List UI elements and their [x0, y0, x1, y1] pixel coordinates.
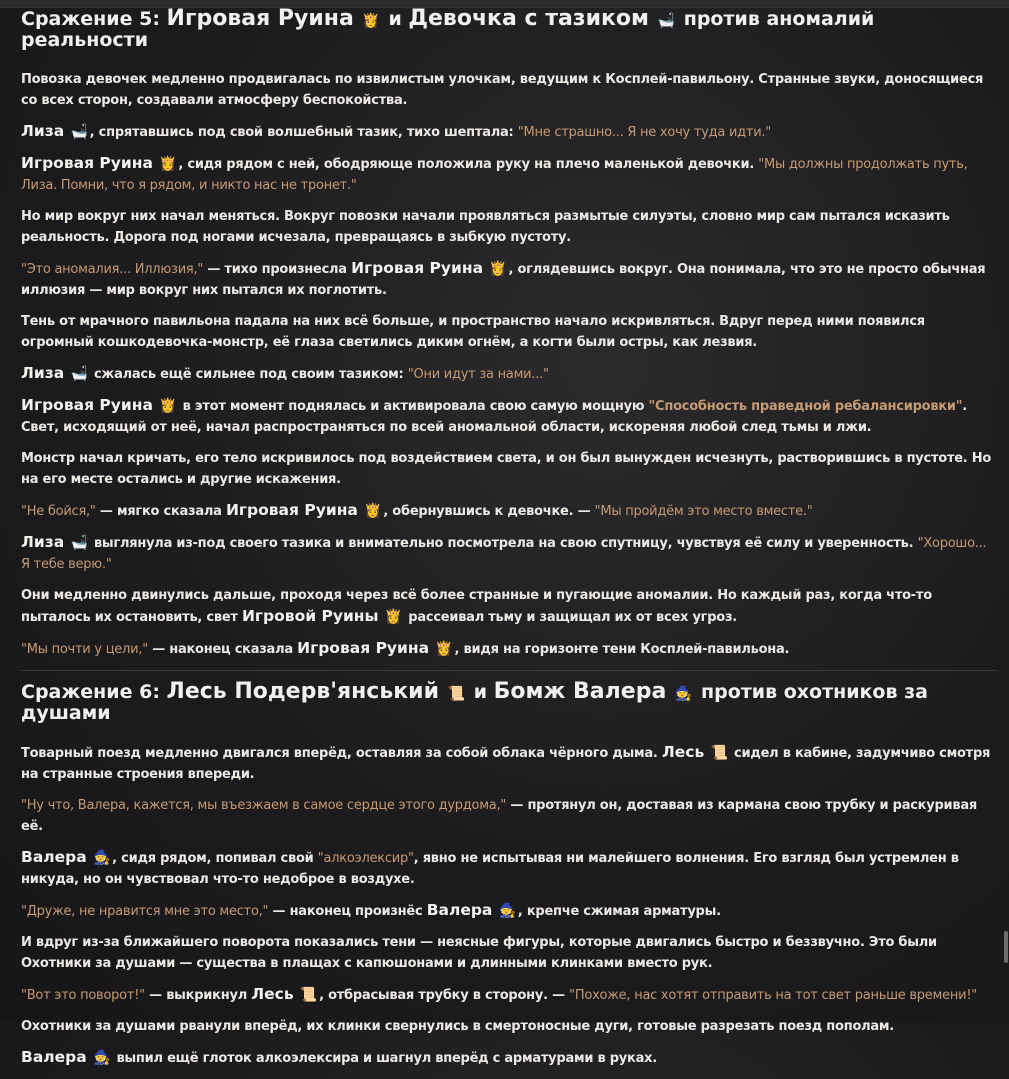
paragraph	[21, 638, 996, 660]
princess-emoji-icon: 👸	[364, 503, 382, 519]
heading-prefix: Сражение 5:	[21, 8, 167, 30]
character-name: Игровой Руины	[241, 607, 379, 625]
wizard-emoji-icon: 🧙	[92, 1050, 111, 1066]
hero-name: Игровая Руина	[166, 6, 354, 31]
paragraph	[21, 1047, 996, 1069]
paragraph-text: . Свет, исходящий от неё, начал распространяться по всей аномальной области, искореняя любой след тьмы и лжи.	[21, 399, 967, 435]
dialogue-quote: "Ну что, Валера, кажется, мы въезжаем в самое сердце этого дурдома,"	[21, 798, 507, 813]
character-name: Игровая Руина	[297, 639, 430, 657]
dialogue-quote: "Мне страшно... Я не хочу туда идти."	[517, 125, 772, 140]
scroll-emoji-icon: 📜	[299, 987, 318, 1003]
scrollbar[interactable]	[1002, 8, 1009, 1023]
character-name: Лиза	[21, 364, 65, 382]
paragraph	[21, 532, 996, 575]
dialogue-quote: "Мы почти у цели,"	[21, 642, 148, 657]
character-name: Лиза	[21, 533, 65, 551]
princess-emoji-icon: 👸	[384, 609, 403, 625]
battle-5-heading	[21, 8, 996, 51]
character-name: Игровая Руина	[351, 259, 484, 277]
dialogue-quote: "Мы пройдём это место вместе."	[594, 504, 813, 519]
paragraph	[21, 795, 996, 837]
wizard-emoji-icon: 🧙	[92, 850, 111, 866]
paragraph-text: , обернувшись к девочке. —	[383, 504, 595, 519]
character-name: Игровая Руина	[21, 396, 153, 414]
paragraph-text: — мягко сказала	[95, 504, 226, 519]
paragraph-text: Тень от мрачного павильона падала на них всё больше, и пространство начало искривляться. Вдруг перед ними появился огромный кошкодевочка-монстр, её глаза светились диким огнём, а когти были остры, как лезвия.	[21, 314, 925, 350]
paragraph	[21, 900, 996, 922]
bathtub-emoji-icon: 🛁	[70, 366, 88, 382]
heading-conjunction: и	[467, 681, 494, 703]
character-name: Игровая Руина	[21, 154, 153, 172]
character-name: Лесь	[251, 985, 294, 1003]
paragraph-text: — тихо произнесла	[203, 262, 352, 277]
paragraph-text: выглянула из-под своего тазика и внимательно посмотрела на свою спутницу, чувствуя её силу и уверенность.	[89, 536, 918, 551]
dialogue-quote: "Они идут за нами..."	[407, 367, 549, 382]
paragraph-text: — протянул он, доставая из кармана свою трубку и раскуривая её.	[21, 798, 977, 834]
paragraph	[21, 121, 996, 143]
princess-emoji-icon: 👸	[489, 261, 507, 277]
hero-name: Девочка с тазиком	[408, 6, 650, 31]
bathtub-emoji-icon: 🛁	[70, 535, 88, 551]
paragraph-text: , отбрасывая трубку в сторону. —	[319, 988, 570, 1003]
paragraph	[21, 311, 996, 353]
heading-prefix: Сражение 6:	[21, 681, 167, 703]
paragraph-text: , крепче сжимая арматуры.	[517, 904, 721, 919]
paragraph-text: в этот момент поднялась и активировала свою самую мощную	[178, 399, 649, 414]
paragraph	[21, 448, 996, 490]
paragraph	[21, 363, 996, 385]
paragraph-text: Повозка девочек медленно продвигалась по извилистым улочкам, ведущим к Косплей-павильону. Странные звуки, доносящиеся со всех сторон, создавали атмосферу беспокойства.	[21, 72, 984, 108]
paragraph-text: Но мир вокруг них начал меняться. Вокруг повозки начали проявляться размытые силуэты, словно мир сам пытался исказить реальность. Дорога под ногами исчезала, превращаясь в зыбкую пустоту.	[21, 209, 950, 245]
wizard-emoji-icon: 🧙	[498, 903, 516, 919]
dialogue-quote: "Не бойся,"	[21, 504, 96, 519]
ability-name-quote: "Способность праведной ребалансировки"	[648, 399, 963, 414]
character-name: Игровая Руина	[225, 501, 358, 519]
heading-suffix: против аномалий реальности	[21, 8, 875, 51]
paragraph-text: Товарный поезд медленно двигался вперёд, оставляя за собой облака чёрного дыма.	[21, 746, 662, 761]
paragraph-text: выпил ещё глоток алкоэлексира и шагнул вперёд с арматурами в руках.	[112, 1051, 657, 1066]
bathtub-emoji-icon: 🛁	[657, 13, 676, 29]
wizard-emoji-icon: 🧙	[674, 686, 693, 702]
paragraph-text: — выкрикнул	[144, 988, 252, 1003]
hero-name: Лесь Подерв'янський	[166, 679, 440, 704]
princess-emoji-icon: 👸	[159, 156, 177, 172]
paragraph-text: , сидя рядом с ней, ободряюще положила руку на плечо маленькой девочки.	[178, 157, 759, 172]
paragraph	[21, 258, 996, 301]
paragraph-text: И вдруг из-за ближайшего поворота показались тени — неясные фигуры, которые двигались быстро и беззвучно. Это были Охотники за душами — существа в плащах с капюшонами и длинными клинками вместо рук.	[21, 935, 937, 971]
character-name: Валера	[426, 901, 493, 919]
paragraph-text: Охотники за душами рванули вперёд, их клинки свернулись в смертоносные дуги, готовые разрезать поезд пополам.	[21, 1019, 894, 1034]
paragraph-text: рассеивал тьму и защищал их от всех угроз.	[404, 610, 737, 625]
paragraph-text: — наконец сказала	[147, 642, 298, 657]
dialogue-quote: "Хорошо... Я тебе верю."	[21, 536, 987, 572]
scroll-emoji-icon: 📜	[447, 686, 466, 702]
paragraph	[21, 153, 996, 196]
paragraph	[21, 847, 996, 890]
paragraph	[21, 206, 996, 248]
paragraph-text: Монстр начал кричать, его тело искривилось под воздействием света, и он был вынужден исчезнуть, растворившись в пустоте. Но на его месте остались и другие искажения.	[21, 451, 992, 487]
paragraph-text: , видя на горизонте тени Косплей-павильона.	[454, 642, 790, 657]
paragraph	[21, 69, 996, 111]
paragraph	[21, 585, 996, 628]
character-name: Лиза	[21, 122, 65, 140]
paragraph	[21, 395, 996, 438]
paragraph	[21, 1016, 996, 1037]
princess-emoji-icon: 👸	[362, 13, 380, 29]
paragraph	[21, 742, 996, 785]
bathtub-emoji-icon: 🛁	[70, 124, 88, 140]
scrollbar-thumb[interactable]	[1004, 931, 1008, 963]
paragraph-text: , оглядевшись вокруг. Она понимала, что это не просто обычная иллюзия — мир вокруг них пытался их поглотить.	[21, 262, 986, 298]
scroll-emoji-icon: 📜	[710, 745, 728, 761]
battle-6-heading	[21, 681, 996, 724]
dialogue-quote: "Друже, не нравится мне это место,"	[21, 904, 269, 919]
story-content	[21, 4, 996, 1079]
paragraph-text: сидел в кабине, задумчиво смотря на странные строения впереди.	[21, 746, 991, 782]
paragraph-text: Они медленно двинулись дальше, проходя через всё более странные и пугающие аномалии. Но каждый раз, когда что-то пыталось их остановить, свет	[21, 588, 932, 625]
dialogue-quote: "Это аномалия... Иллюзия,"	[21, 262, 204, 277]
heading-conjunction: и	[381, 8, 409, 30]
paragraph-text: , сидя рядом, попивал свой	[112, 851, 318, 866]
princess-emoji-icon: 👸	[159, 398, 177, 414]
heading-suffix: против охотников за душами	[21, 681, 928, 724]
character-name: Лесь	[661, 743, 705, 761]
dialogue-quote: "алкоэлексир"	[317, 851, 414, 866]
paragraph-text: сжалась ещё сильнее под своим тазиком:	[89, 367, 408, 382]
paragraph	[21, 500, 996, 522]
dialogue-quote: "Вот это поворот!"	[21, 988, 145, 1003]
paragraph	[21, 984, 996, 1006]
dialogue-quote: "Похоже, нас хотят отправить на тот свет раньше времени!"	[569, 988, 978, 1003]
dialogue-quote: "Мы должны продолжать путь, Лиза. Помни, что я рядом, и никто нас не тронет."	[21, 157, 968, 193]
paragraph-text: , явно не испытывая ни малейшего волнения. Его взгляд был устремлен в никуда, но он чувствовал что-то недоброе в воздухе.	[21, 851, 959, 887]
section-divider	[21, 670, 996, 671]
paragraph-text: — наконец произнёс	[268, 904, 427, 919]
princess-emoji-icon: 👸	[435, 641, 453, 657]
character-name: Валера	[21, 848, 87, 866]
hero-name: Бомж Валера	[493, 679, 667, 704]
character-name: Валера	[21, 1048, 87, 1066]
paragraph	[21, 932, 996, 974]
paragraph-text: , спрятавшись под свой волшебный тазик, тихо шептала:	[89, 125, 518, 140]
